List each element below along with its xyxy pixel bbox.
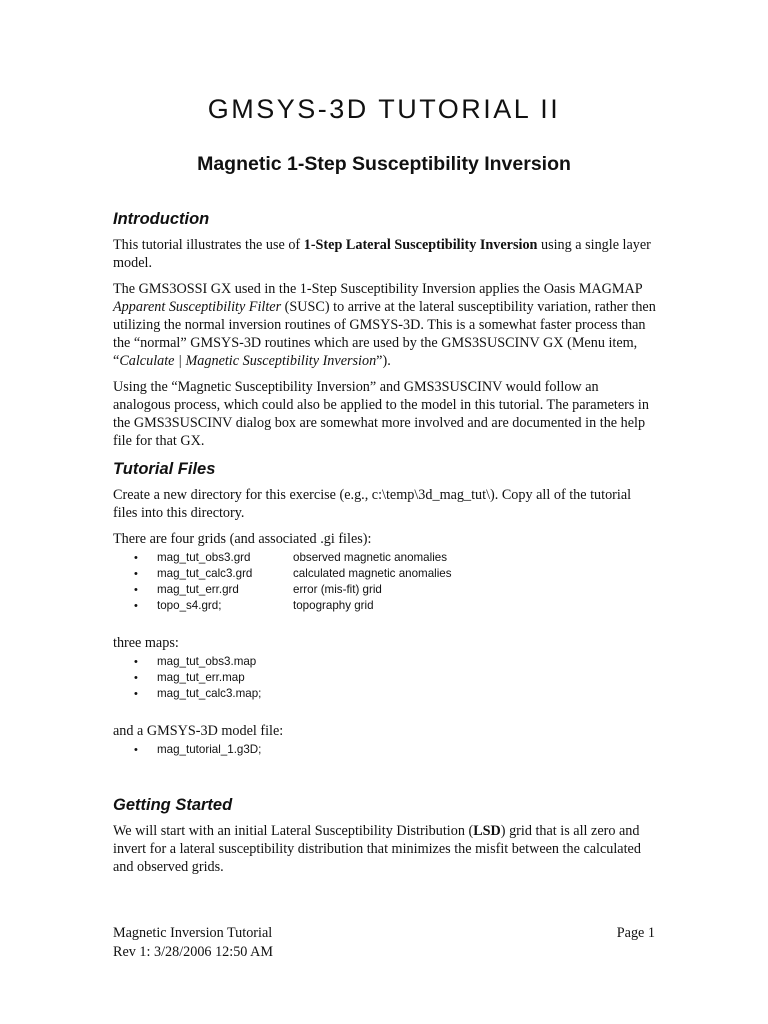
getting-started-paragraph: We will start with an initial Lateral Susceptibility Distribution (LSD) grid that is all zero and invert for a lateral susceptibility distribution that minimizes the misfit between the calculated and observed grids.	[113, 823, 641, 875]
introduction-heading: Introduction	[113, 210, 210, 228]
bullet-icon: •	[134, 744, 138, 756]
emphasis-term: 1-Step Lateral Susceptibility Inversion	[303, 237, 538, 253]
file-name: mag_tut_obs3.grd	[157, 551, 251, 564]
file-description: error (mis-fit) grid	[293, 583, 382, 596]
introduction-paragraph-2: The GMS3OSSI GX used in the 1-Step Susceptibility Inversion applies the Oasis MAGMAP Apparent Susceptibility Filter (SUSC) to arrive at the lateral susceptibility variation, rather then utilizing the normal inversion routines of GMSYS-3D. This is a somewhat faster process than the “normal” GMSYS-3D routines which are used by the GMS3SUSCINV GX (Menu item, “Calculate | Magnetic Susceptibility Inversion”).	[113, 281, 656, 369]
file-description: calculated magnetic anomalies	[293, 567, 452, 580]
introduction-paragraph-1: This tutorial illustrates the use of 1-Step Lateral Susceptibility Inversion using a single layer model.	[113, 237, 651, 271]
file-name: topo_s4.grd;	[157, 599, 222, 612]
list-item	[113, 550, 658, 566]
tutorial-files-paragraph: Create a new directory for this exercise (e.g., c:\temp\3d_mag_tut\). Copy all of the tutorial files into this directory.	[113, 487, 632, 521]
file-name: mag_tutorial_1.g3D;	[157, 743, 262, 756]
page-number: Page 1	[616, 925, 655, 941]
model-list	[113, 742, 658, 758]
maps-intro: three maps:	[113, 635, 179, 651]
file-name: mag_tut_obs3.map	[157, 655, 257, 668]
bullet-icon: •	[134, 656, 138, 668]
tutorial-files-heading: Tutorial Files	[113, 460, 216, 478]
list-item	[113, 742, 658, 758]
document-body	[113, 208, 658, 884]
model-intro: and a GMSYS-3D model file:	[113, 723, 284, 739]
document-subtitle: Magnetic 1-Step Susceptibility Inversion	[197, 153, 571, 175]
file-description: observed magnetic anomalies	[293, 551, 448, 564]
bullet-icon: •	[134, 584, 138, 596]
map-list	[113, 654, 658, 702]
menu-item-reference: Calculate | Magnetic Susceptibility Inversion	[119, 353, 377, 369]
emphasis-term: LSD	[473, 823, 501, 839]
file-name: mag_tut_err.grd	[157, 583, 239, 596]
filter-name: Apparent Susceptibility Filter	[113, 299, 282, 315]
file-description: topography grid	[293, 599, 374, 612]
getting-started-heading: Getting Started	[113, 796, 233, 814]
introduction-paragraph-3: Using the “Magnetic Susceptibility Inversion” and GMS3SUSCINV would follow an analogous process, which could also be applied to the model in this tutorial. The parameters in the GMS3SUSCINV dialog box are somewhat more involved and are documented in the help file for that GX.	[113, 379, 649, 449]
list-item	[113, 670, 658, 686]
footer-revision: Rev 1: 3/28/2006 12:50 AM	[113, 944, 274, 960]
bullet-icon: •	[134, 672, 138, 684]
tutorial-files-section	[113, 458, 658, 758]
grids-intro: There are four grids (and associated .gi files):	[113, 531, 372, 547]
list-item	[113, 654, 658, 670]
list-item	[113, 582, 658, 598]
introduction-section	[113, 208, 658, 450]
bullet-icon: •	[134, 600, 138, 612]
bullet-icon: •	[134, 568, 138, 580]
list-item	[113, 566, 658, 582]
file-name: mag_tut_calc3.grd	[157, 567, 253, 580]
file-name: mag_tut_err.map	[157, 671, 245, 684]
list-item	[113, 686, 658, 702]
grid-list	[113, 550, 658, 614]
page-footer	[113, 924, 655, 962]
bullet-icon: •	[134, 552, 138, 564]
file-name: mag_tut_calc3.map;	[157, 687, 262, 700]
bullet-icon: •	[134, 688, 138, 700]
getting-started-section	[113, 794, 658, 876]
footer-document-name: Magnetic Inversion Tutorial	[113, 925, 273, 941]
document-title: GMSYS-3D TUTORIAL II	[207, 94, 561, 124]
list-item	[113, 598, 658, 614]
